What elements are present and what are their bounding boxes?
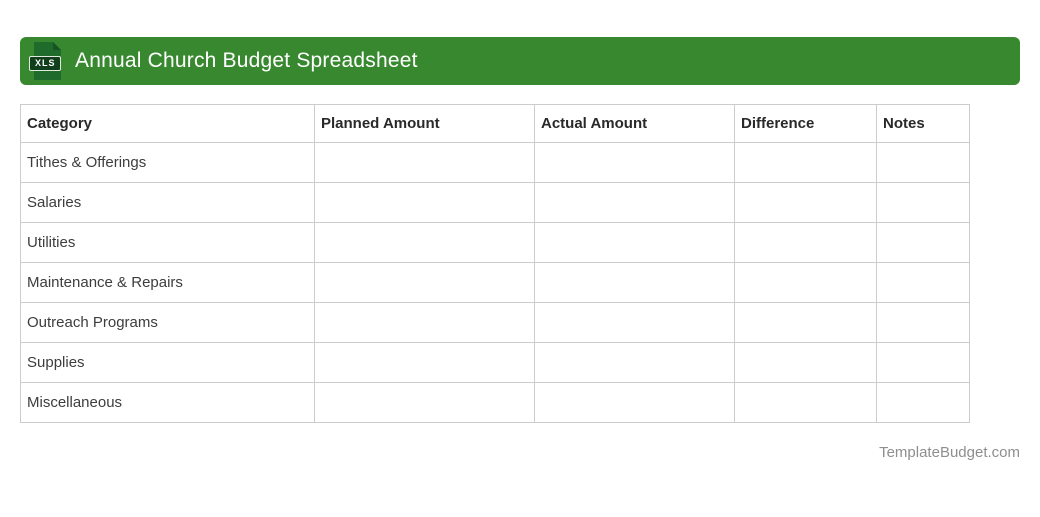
category-cell: Outreach Programs xyxy=(21,303,315,343)
table-row xyxy=(21,143,970,183)
category-cell: Salaries xyxy=(21,183,315,223)
column-header-difference: Difference xyxy=(735,105,877,143)
column-header-category: Category xyxy=(21,105,315,143)
difference-cell xyxy=(735,263,877,303)
notes-cell xyxy=(877,303,970,343)
notes-cell xyxy=(877,383,970,423)
notes-cell xyxy=(877,263,970,303)
difference-cell xyxy=(735,223,877,263)
column-header-actual-amount: Actual Amount xyxy=(535,105,735,143)
planned-amount-cell xyxy=(315,263,535,303)
difference-cell xyxy=(735,143,877,183)
difference-cell xyxy=(735,383,877,423)
difference-cell xyxy=(735,183,877,223)
actual-amount-cell xyxy=(535,263,735,303)
difference-cell xyxy=(735,343,877,383)
table-row xyxy=(21,383,970,423)
planned-amount-cell xyxy=(315,223,535,263)
notes-cell xyxy=(877,183,970,223)
difference-cell xyxy=(735,303,877,343)
category-cell: Maintenance & Repairs xyxy=(21,263,315,303)
table-row xyxy=(21,263,970,303)
notes-cell xyxy=(877,343,970,383)
planned-amount-cell xyxy=(315,383,535,423)
column-header-notes: Notes xyxy=(877,105,970,143)
actual-amount-cell xyxy=(535,383,735,423)
xls-file-icon xyxy=(34,42,61,80)
planned-amount-cell xyxy=(315,143,535,183)
header-bar xyxy=(20,37,1020,85)
notes-cell xyxy=(877,223,970,263)
table-row xyxy=(21,343,970,383)
footer xyxy=(20,444,1020,462)
category-cell: Supplies xyxy=(21,343,315,383)
actual-amount-cell xyxy=(535,303,735,343)
table-header-row xyxy=(21,105,970,143)
category-cell: Miscellaneous xyxy=(21,383,315,423)
planned-amount-cell xyxy=(315,183,535,223)
page-title: Annual Church Budget Spreadsheet xyxy=(75,49,418,72)
actual-amount-cell xyxy=(535,183,735,223)
actual-amount-cell xyxy=(535,223,735,263)
actual-amount-cell xyxy=(535,343,735,383)
table-row xyxy=(21,303,970,343)
table-row xyxy=(21,223,970,263)
actual-amount-cell xyxy=(535,143,735,183)
notes-cell xyxy=(877,143,970,183)
category-cell: Tithes & Offerings xyxy=(21,143,315,183)
column-header-planned-amount: Planned Amount xyxy=(315,105,535,143)
page-root xyxy=(0,37,1040,517)
folded-corner xyxy=(53,42,61,50)
footer-credit-link[interactable]: TemplateBudget.com xyxy=(879,444,1020,461)
xls-badge: XLS xyxy=(29,56,61,71)
planned-amount-cell xyxy=(315,303,535,343)
category-cell: Utilities xyxy=(21,223,315,263)
table-row xyxy=(21,183,970,223)
planned-amount-cell xyxy=(315,343,535,383)
budget-table xyxy=(20,104,970,423)
